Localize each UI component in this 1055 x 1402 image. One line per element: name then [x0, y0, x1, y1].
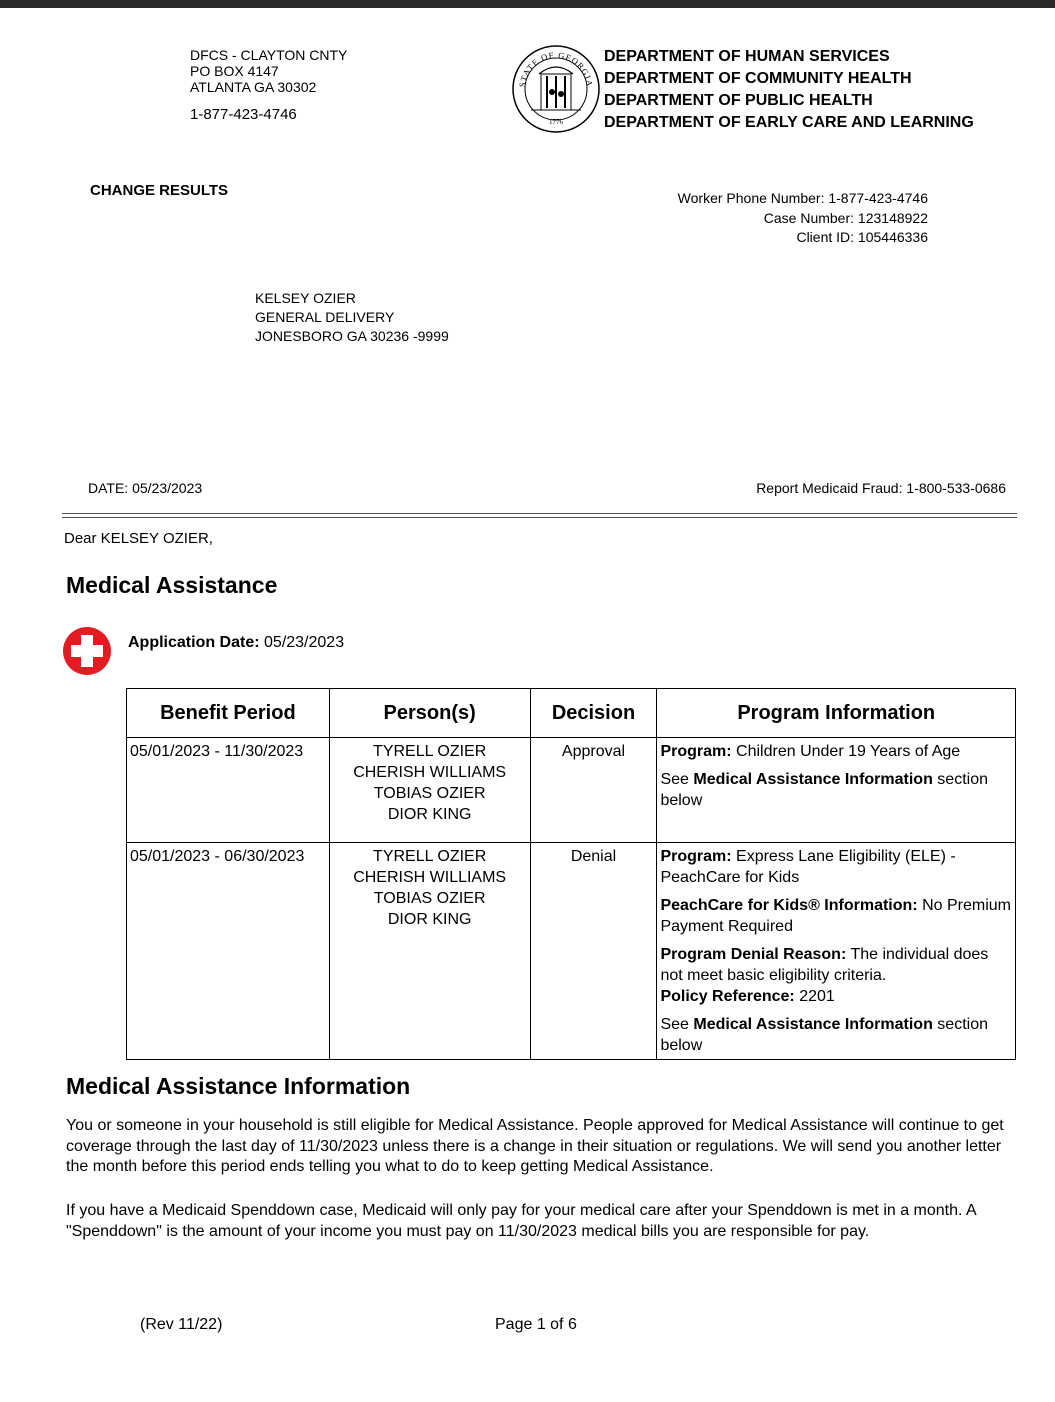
application-date: Application Date: 05/23/2023: [128, 634, 345, 651]
svg-text:STATE OF GEORGIA: STATE OF GEORGIA: [516, 49, 596, 88]
case-info: [600, 189, 928, 248]
sender-city: ATLANTA GA 30302: [190, 79, 317, 95]
decision-cell: Denial: [530, 843, 657, 1060]
section-title-medical-assistance-information: Medical Assistance Information: [66, 1073, 411, 1099]
georgia-seal-icon: [511, 44, 601, 134]
case-number: 123148922: [857, 209, 928, 226]
case-number-row: Case Number: 123148922: [763, 209, 928, 226]
worker-phone: 1-877-423-4746: [828, 190, 928, 206]
worker-phone-row: Worker Phone Number: 1-877-423-4746: [677, 190, 928, 206]
header-program-information: Program Information: [657, 689, 1016, 738]
persons-cell: TYRELL OZIER CHERISH WILLIAMS TOBIAS OZIER DIOR KING: [329, 843, 530, 1060]
decision-cell: Approval: [530, 738, 657, 843]
letter-date: DATE: 05/23/2023: [88, 480, 203, 496]
table-header-row: [127, 689, 1016, 738]
sender-address: [190, 47, 347, 123]
revision-label: (Rev 11/22): [140, 1316, 223, 1333]
header-persons: Person(s): [329, 689, 530, 738]
sender-office: DFCS - CLAYTON CNTY: [190, 47, 348, 63]
table-row: [127, 738, 1016, 843]
department-community-health: DEPARTMENT OF COMMUNITY HEALTH: [604, 70, 912, 87]
benefit-period-cell: 05/01/2023 - 06/30/2023: [127, 843, 330, 1060]
client-id-row: Client ID: 105446336: [796, 229, 928, 245]
program-info-cell: Program: Children Under 19 Years of Age See Medical Assistance Information section below: [657, 738, 1016, 843]
persons-cell: TYRELL OZIER CHERISH WILLIAMS TOBIAS OZIER DIOR KING: [329, 738, 530, 843]
page-number: Page 1 of 6: [495, 1316, 577, 1333]
table-row: [127, 843, 1016, 1060]
document-title: CHANGE RESULTS: [90, 182, 229, 199]
application-date-value: 05/23/2023: [264, 634, 345, 651]
eligibility-paragraph: You or someone in your household is still eligible for Medical Assistance. People approved for Medical Assistance will continue to get coverage through the last day of 11/30/2023 unless there is a change in their situation or regulations. We will send you another letter the month before this period ends telling you what to do to keep getting Medical Assistance.: [66, 1117, 1004, 1175]
divider-line: [62, 517, 1017, 518]
svg-text:1776: 1776: [549, 118, 563, 126]
header-benefit-period: Benefit Period: [127, 689, 330, 738]
client-id: 105446336: [857, 229, 928, 245]
recipient-line2: GENERAL DELIVERY: [255, 309, 395, 325]
spenddown-paragraph: If you have a Medicaid Spenddown case, Medicaid will only pay for your medical care after your Spenddown is met in a month. A "Spenddown" is the amount of your income you must pay on 11/30/2023 medical bills you are responsible for pay.: [66, 1202, 976, 1240]
header-decision: Decision: [530, 689, 657, 738]
benefits-table: [126, 688, 1016, 1060]
salutation: Dear KELSEY OZIER,: [64, 530, 213, 547]
divider-line: [62, 513, 1017, 514]
medical-cross-icon: [62, 626, 112, 676]
department-list: [604, 46, 974, 134]
section-title-medical-assistance: Medical Assistance: [66, 572, 278, 598]
top-bar: [0, 0, 1055, 8]
department-early-care: DEPARTMENT OF EARLY CARE AND LEARNING: [604, 114, 974, 131]
sender-po-box: PO BOX 4147: [190, 63, 279, 79]
department-human-services: DEPARTMENT OF HUMAN SERVICES: [604, 48, 890, 65]
recipient-address: [255, 289, 449, 346]
recipient-name: KELSEY OZIER: [255, 290, 356, 306]
program-info-cell: Program: Express Lane Eligibility (ELE) - PeachCare for Kids PeachCare for Kids® Information: No Premium Payment Required Program Denial Reason: The individual does not meet basic eligibility criteria. Policy Reference: 2201 See Medical Assistance Information section below: [657, 843, 1016, 1060]
sender-phone: 1-877-423-4746: [190, 106, 297, 123]
recipient-line3: JONESBORO GA 30236 -9999: [255, 328, 449, 344]
department-public-health: DEPARTMENT OF PUBLIC HEALTH: [604, 92, 873, 109]
fraud-hotline: Report Medicaid Fraud: 1-800-533-0686: [756, 480, 1006, 496]
benefit-period-cell: 05/01/2023 - 11/30/2023: [127, 738, 330, 843]
